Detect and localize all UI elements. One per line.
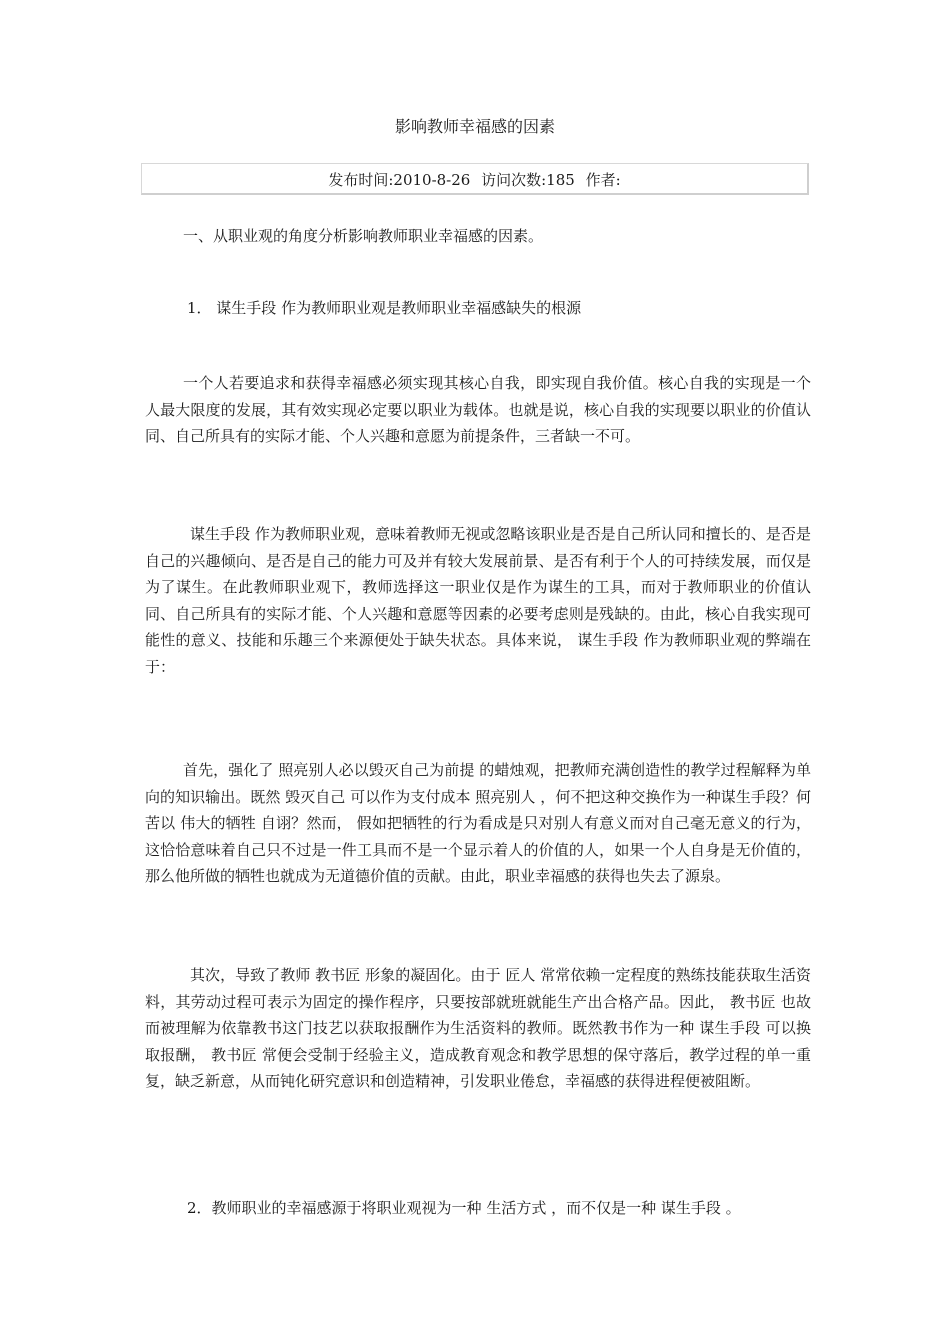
paragraph-core-self: 一个人若要追求和获得幸福感必须实现其核心自我，即实现自我价值。核心自我的实现是一个人最大限度的发展，其有效实现必定要以职业为载体。也就是说，核心自我的实现要以职业的价值认同、自己所具有的实际才能、个人兴趣和意愿为前提条件，三者缺一不可。: [145, 374, 811, 446]
subheading-1: 1． 谋生手段 作为教师职业观是教师职业幸福感缺失的根源: [187, 299, 582, 317]
article-meta-bar: [141, 163, 809, 195]
paragraph-secondly: 其次，导致了教师 教书匠 形象的凝固化。由于 匠人 常常依赖一定程度的熟练技能获取生活资料，其劳动过程可表示为固定的操作程序，只要按部就班就能生产出合格产品。因此， 教书匠 也故而被理解为依靠教书这门技艺以获取报酬作为生活资料的教师。既然教书作为一种 谋生手段 可以换取报酬， 教书匠 常便会受制于经验主义，造成教育观念和教学思想的保守落后，教学过程的单一重复，缺乏新意，从而钝化研究意识和创造精神，引发职业倦怠，幸福感的获得进程便被阻断。: [145, 966, 811, 1091]
publish-time: 发布时间:2010-8-26: [328, 171, 471, 189]
paragraph-firstly: 首先，强化了 照亮别人必以毁灭自己为前提 的蜡烛观，把教师充满创造性的教学过程解释为单向的知识输出。既然 毁灭自己 可以作为支付成本 照亮别人 ，何不把这种交换作为一种谋生手段？何苦以 伟大的牺牲 自诩？然而， 假如把牺牲的行为看成是只对别人有意义而对自己毫无意义的行为，这恰恰意味着自己只不过是一件工具而不是一个显示着人的价值的人，如果一个人自身是无价值的，那么他所做的牺牲也就成为无道德价值的贡献。由此，职业幸福感的获得也失去了源泉。: [145, 761, 811, 886]
section-heading-1: 一、从职业观的角度分析影响教师职业幸福感的因素。: [183, 227, 544, 245]
author-label: 作者:: [585, 171, 621, 189]
paragraph-livelihood-view: 谋生手段 作为教师职业观，意味着教师无视或忽略该职业是否是自己所认同和擅长的、是否是自己的兴趣倾向、是否是自己的能力可及并有较大发展前景、是否有利于个人的可持续发展，而仅是为了谋生。在此教师职业观下，教师选择这一职业仅是作为谋生的工具，而对于教师职业的价值认同、自己所具有的实际才能、个人兴趣和意愿等因素的必要考虑则是残缺的。由此，核心自我实现可能性的意义、技能和乐趣三个来源便处于缺失状态。具体来说， 谋生手段 作为教师职业观的弊端在于：: [145, 525, 811, 676]
document-title: 影响教师幸福感的因素: [394, 117, 555, 136]
visit-count: 访问次数:185: [481, 171, 575, 189]
subheading-2: 2．教师职业的幸福感源于将职业观视为一种 生活方式 ，而不仅是一种 谋生手段 。: [187, 1199, 741, 1217]
